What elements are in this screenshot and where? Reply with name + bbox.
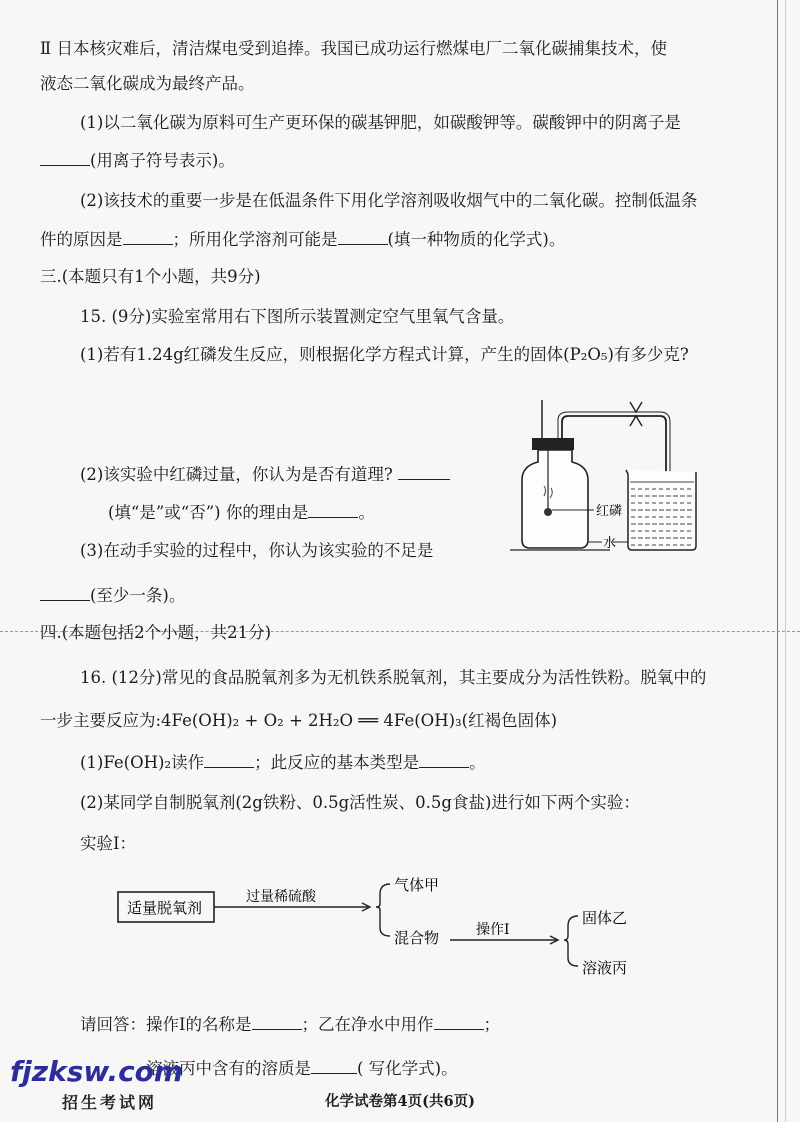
page-footer: 化学试卷第4页(共6页) — [325, 1093, 475, 1110]
flow-box-label: 适量脱氧剂 — [127, 899, 203, 917]
red-phosphorus-spoon — [544, 508, 552, 516]
page-edge-rule — [777, 0, 778, 1122]
flow-solution: 溶液丙 — [582, 959, 628, 977]
flow-gas: 气体甲 — [394, 876, 440, 894]
q15-part-3-b: (至少一条)。 — [40, 584, 185, 607]
answer-blank[interactable] — [40, 149, 90, 166]
answer-blank[interactable] — [434, 1013, 484, 1030]
answer-blank[interactable] — [308, 501, 358, 518]
answer-blank[interactable] — [123, 228, 173, 245]
q16-stem-2: 一步主要反应为:4Fe(OH)₂ + O₂ + 2H₂O ══ 4Fe(OH)₃(红褐色固体) — [40, 711, 558, 730]
q1-line-2: (用离子符号表示)。 — [40, 149, 235, 172]
answer-blank[interactable] — [338, 228, 388, 245]
intro-line-1: Ⅱ 日本核灾难后，清洁煤电受到追捧。我国已成功运行燃煤电厂二氧化碳捕集技术，使 — [40, 39, 667, 58]
watermark-tagline: 招生考试网 — [62, 1093, 158, 1112]
answer-blank[interactable] — [419, 751, 469, 768]
experiment-flowchart — [100, 870, 680, 990]
answer-blank[interactable] — [252, 1013, 302, 1030]
flow-mixture: 混合物 — [394, 929, 440, 947]
flow-arrow-reagent: 过量稀硫酸 — [246, 889, 316, 905]
section-3-heading: 三.(本题只有1个小题，共9分) — [40, 267, 261, 286]
q15-part-2: (2)该实验中红磷过量，你认为是否有道理? — [80, 463, 450, 486]
q15-stem: 15. (9分)实验室常用右下图所示装置测定空气里氧气含量。 — [80, 307, 515, 326]
intro-line-2: 液态二氧化碳成为最终产品。 — [40, 74, 255, 93]
section-4-heading: 四.(本题包括2个小题，共21分) — [40, 623, 272, 642]
q15-part-1: (1)若有1.24g红磷发生反应，则根据化学方程式计算，产生的固体(P₂O₅)有多少克? — [80, 345, 689, 364]
label-red-phosphorus: 红磷 — [596, 504, 623, 519]
q15-part-2-b: (填“是”或“否”) 你的理由是 。 — [108, 503, 375, 522]
watermark-site: fjzksw.com — [10, 1055, 184, 1088]
q16-part-1: (1)Fe(OH)₂读作 ；此反应的基本类型是 。 — [80, 753, 486, 772]
q16-stem-1: 16. (12分)常见的食品脱氧剂多为无机铁系脱氧剂，其主要成分为活性铁粉。脱氧中的 — [80, 668, 707, 687]
rubber-stopper — [532, 438, 574, 450]
flow-brace-2 — [564, 916, 578, 966]
answer-blank[interactable] — [40, 584, 90, 601]
collecting-bottle — [522, 450, 588, 548]
q2-line-2: 件的原因是 ；所用化学溶剂可能是 (填一种物质的化学式)。 — [40, 230, 566, 249]
spring-clip — [630, 402, 642, 426]
flow-brace-1 — [376, 884, 390, 936]
q16-part-2: (2)某同学自制脱氧剂(2g铁粉、0.5g活性炭、0.5g食盐)进行如下两个实验： — [80, 793, 640, 812]
q2-line-1: (2)该技术的重要一步是在低温条件下用化学溶剂吸收烟气中的二氧化碳。控制低温条 — [80, 191, 698, 210]
apparatus-diagram — [510, 400, 710, 560]
q1-line-1: (1)以二氧化碳为原料可生产更环保的碳基钾肥，如碳酸钾等。碳酸钾中的阴离子是 — [80, 113, 681, 132]
answer-blank[interactable] — [311, 1057, 357, 1074]
page-edge-rule-faint — [785, 0, 786, 1122]
answer-line-1: 请回答：操作Ⅰ的名称是 ；乙在净水中用作 ； — [80, 1015, 501, 1034]
label-water: 水 — [603, 536, 617, 551]
flow-solid: 固体乙 — [582, 909, 628, 927]
answer-blank[interactable] — [204, 751, 254, 768]
q15-part-3: (3)在动手实验的过程中，你认为该实验的不足是 — [80, 541, 434, 560]
flow-arrow-operation: 操作Ⅰ — [476, 922, 510, 938]
answer-line-2: 溶液丙中含有的溶质是 ( 写化学式)。 — [146, 1059, 458, 1078]
answer-blank[interactable] — [398, 463, 450, 480]
experiment-1-label: 实验Ⅰ： — [80, 834, 137, 853]
